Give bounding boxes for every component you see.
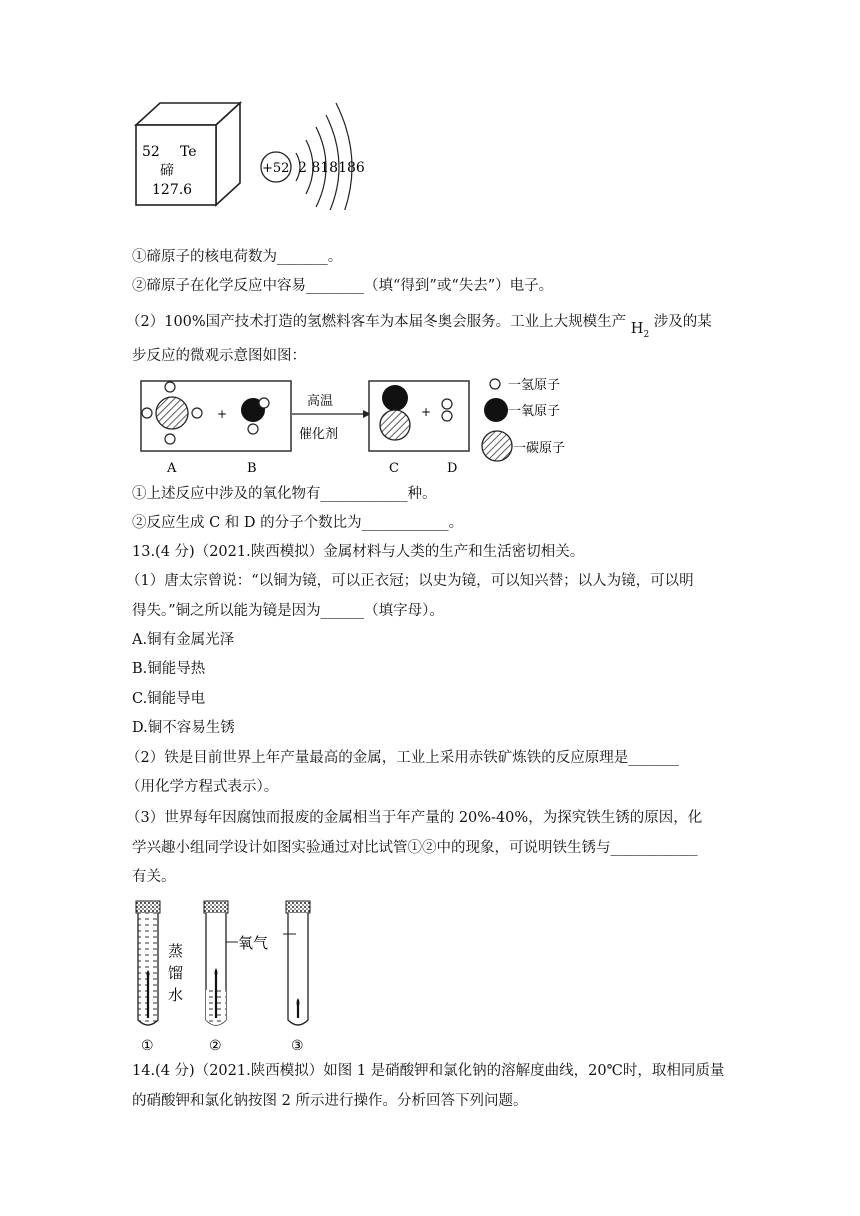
h2-formula: $H_2$: [630, 321, 650, 340]
q13-option-a: A.铜有金属光泽: [132, 632, 235, 648]
methane-carbon: [156, 397, 188, 429]
legend-hydrogen: 一氢原子: [508, 378, 561, 393]
co-oxygen: [382, 385, 408, 411]
tube1-label-1: 蒸: [168, 942, 184, 960]
q13-option-d: D.铜不容易生锈: [132, 720, 235, 736]
nucleus-charge: +52: [262, 161, 290, 176]
q13-p2-line2: （用化学方程式表示）。: [126, 779, 279, 795]
q12-sub1: ①上述反应中涉及的氧化物有____________种。: [132, 486, 437, 502]
q12-sub2: ②反应生成 C 和 D 的分子个数比为____________。: [132, 515, 464, 531]
tube1-label-2: 馏: [168, 964, 184, 982]
q14-line1: 14.(4 分)（2021.陕西模拟）如图 1 是硝酸钾和氯化钠的溶解度曲线，20℃时，取相同质量: [132, 1063, 725, 1079]
tube1-number: ①: [141, 1038, 154, 1054]
q14-line2: 的硝酸钾和氯化钠按图 2 所示进行操作。分析回答下列问题。: [132, 1093, 528, 1109]
legend-oxygen: 一氧原子: [508, 404, 561, 419]
element-mass: 127.6: [152, 182, 193, 198]
q13-p3-line2: 学兴趣小组同学设计如图实验通过对比试管①②中的现象，可说明铁生锈与____________: [132, 840, 698, 856]
q13-option-c: C.铜能导电: [132, 691, 206, 707]
tube1-stopper: [136, 901, 160, 913]
condition-bottom: 催化剂: [299, 427, 339, 442]
label-c: C: [389, 461, 399, 476]
tube3-stopper: [286, 901, 310, 913]
legend-carbon: 一碳原子: [513, 441, 566, 456]
element-symbol: Te: [180, 144, 197, 160]
q13-p3-line1: （3）世界每年因腐蚀而报废的金属相当于年产量的 20%-40%，为探究铁生锈的原因，化: [126, 810, 703, 826]
q12-part2-line2: 步反应的微观示意图如图：: [132, 348, 306, 364]
shell-electrons: 2 818186: [298, 160, 365, 176]
element-number: 52: [142, 144, 160, 160]
q12-part2-tail: 涉及的某: [653, 314, 712, 330]
q13-p1-line2: 得失。”铜之所以能为镜是因为______（填字母）。: [132, 603, 444, 619]
label-a: A: [167, 461, 177, 476]
svg-text:+: +: [421, 405, 432, 419]
oxygen-label: 氧气: [238, 934, 269, 952]
q13-title: 13.(4 分)（2021.陕西模拟）金属材料与人类的生产和生活密切相关。: [132, 544, 585, 560]
tube2-number: ②: [209, 1038, 222, 1054]
q13-p3-line3: 有关。: [132, 869, 176, 885]
condition-top: 高温: [307, 394, 334, 409]
tellurium-figure: [130, 95, 370, 210]
svg-text:+: +: [217, 407, 228, 421]
q12-line2: ②碲原子在化学反应中容易________（填“得到”或“失去”）电子。: [132, 278, 554, 294]
q13-p2-line1: （2）铁是目前世界上年产量最高的金属，工业上采用赤铁矿炼铁的反应原理是_______: [126, 750, 679, 766]
q13-option-b: B.铜能导热: [132, 661, 206, 677]
q13-p1-line1: （1）唐太宗曾说：“以铜为镜，可以正衣冠；以史为镜，可以知兴替；以人为镜，可以明: [126, 573, 694, 589]
reaction-diagram: [135, 374, 595, 478]
tube3-number: ③: [291, 1038, 304, 1054]
q12-part2-main: （2）100%国产技术打造的氢燃料客车为本届冬奥会服务。工业上大规模生产: [126, 314, 627, 330]
q12-part2-line1: [126, 312, 712, 338]
element-name: 碲: [160, 163, 174, 179]
label-b: B: [247, 461, 257, 476]
co-carbon: [380, 410, 410, 440]
label-d: D: [447, 461, 458, 476]
tube2-stopper: [204, 901, 228, 913]
test-tubes-figure: [128, 898, 338, 1056]
q12-line1: ①碲原子的核电荷数为_______。: [132, 249, 343, 265]
tube1-label-3: 水: [168, 986, 184, 1004]
